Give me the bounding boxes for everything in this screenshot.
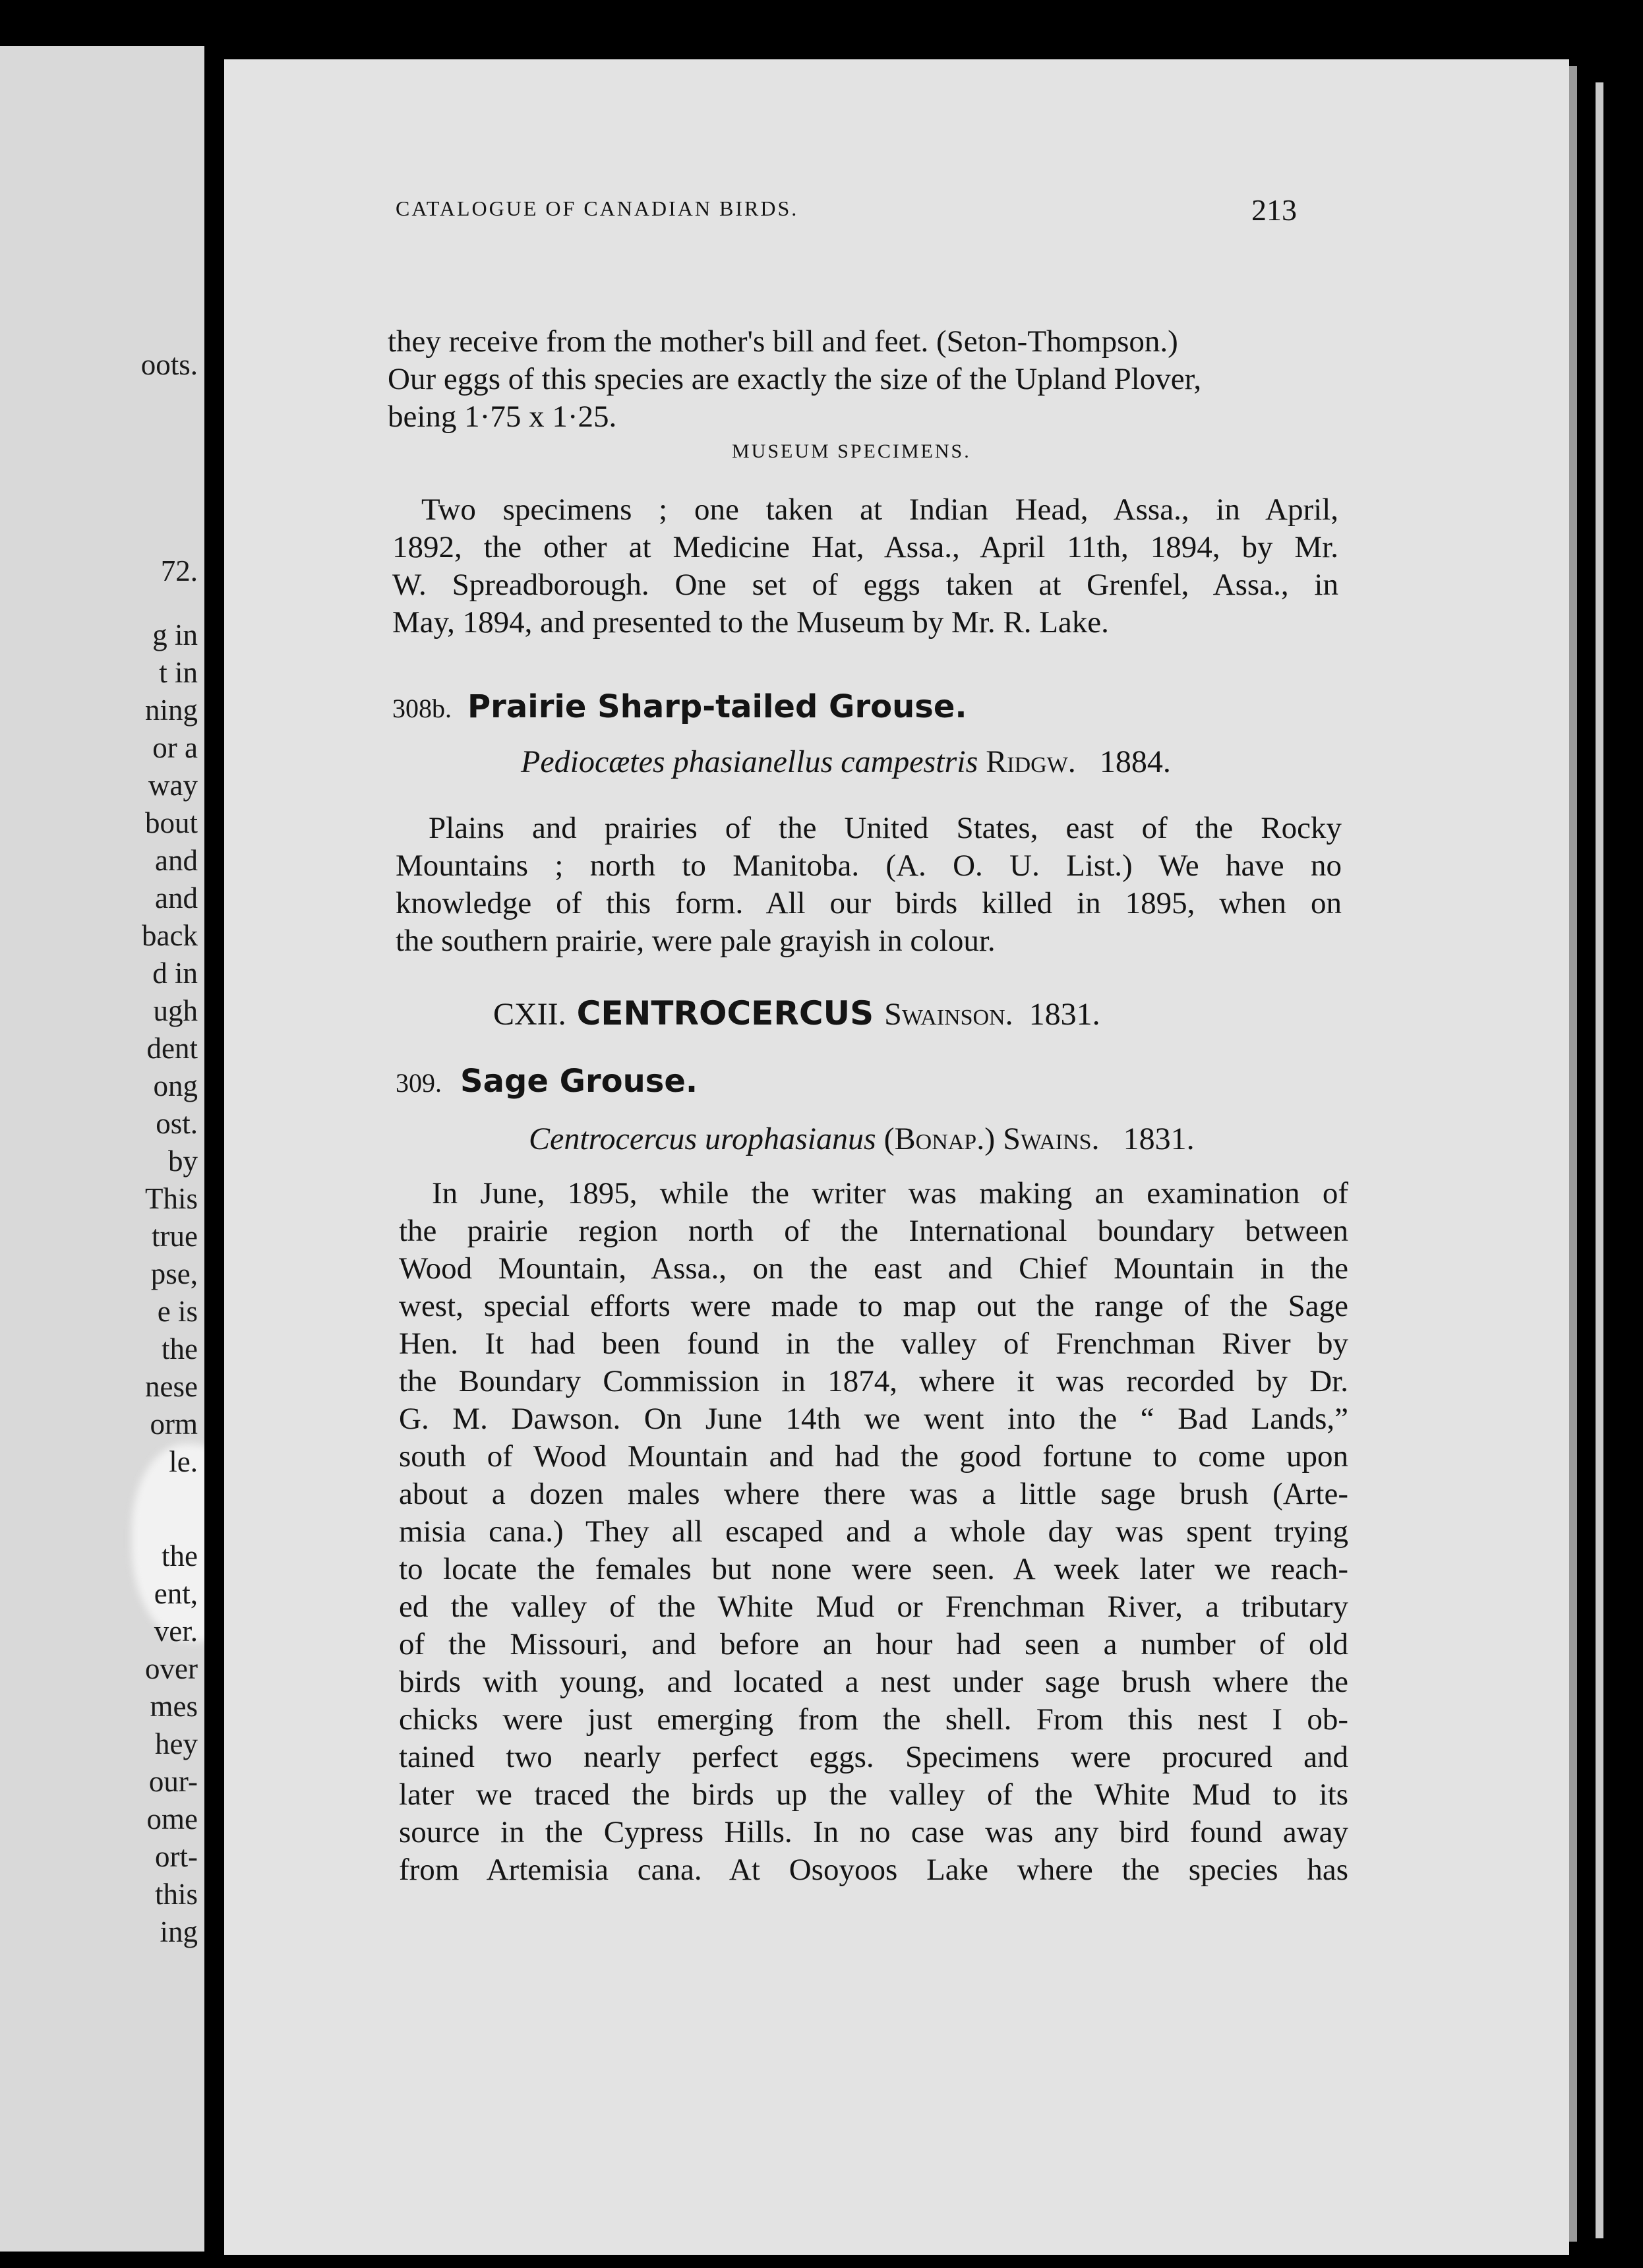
- text-line: Our eggs of this species are exactly the size of the Upland Plover,: [388, 362, 1202, 396]
- left-fragment: way: [148, 769, 198, 802]
- text-line: May, 1894, and presented to the Museum by Mr. R. Lake.: [392, 605, 1109, 640]
- text-line: birds with young, and located a nest under sage brush where the: [399, 1665, 1348, 1699]
- year: 1831.: [1123, 1121, 1195, 1156]
- text-line: source in the Cypress Hills. In no case was any bird found away: [399, 1815, 1348, 1849]
- text-line: south of Wood Mountain and had the good fortune to come upon: [399, 1439, 1348, 1474]
- text-line: G. M. Dawson. On June 14th we went into the “ Bad Lands,”: [399, 1402, 1348, 1436]
- text-line: west, special efforts were made to map out the range of the Sage: [399, 1289, 1348, 1323]
- species-heading: [396, 1063, 698, 1100]
- left-fragment: orm: [150, 1408, 198, 1441]
- scientific-name-line: [521, 744, 1171, 780]
- page-edge: [1596, 82, 1603, 2238]
- text-line: Plains and prairies of the United States, east of the Rocky: [429, 811, 1342, 845]
- section-heading: MUSEUM SPECIMENS.: [732, 440, 971, 462]
- left-fragment: ome: [146, 1803, 198, 1835]
- text-line: the southern prairie, were pale grayish in colour.: [396, 924, 996, 958]
- left-fragment: ong: [153, 1069, 198, 1102]
- species-number: 309.: [396, 1068, 442, 1098]
- left-fragment: dent: [146, 1032, 198, 1065]
- text-line: being 1·75 x 1·25.: [388, 400, 617, 434]
- running-header: CATALOGUE OF CANADIAN BIRDS.: [396, 196, 799, 220]
- text-line: later we traced the birds up the valley of the White Mud to its: [399, 1777, 1348, 1812]
- left-fragment: t in: [159, 656, 198, 689]
- left-fragment: by: [168, 1145, 198, 1178]
- authority: (Bonap.) Swains.: [883, 1121, 1100, 1156]
- left-fragment: pse,: [150, 1257, 198, 1290]
- species-number: 308b.: [392, 694, 452, 723]
- genus-year: 1831.: [1029, 997, 1100, 1032]
- left-fragment: ort-: [155, 1840, 198, 1873]
- left-fragment: ver.: [154, 1615, 198, 1648]
- left-fragment: ugh: [153, 994, 198, 1027]
- left-fragment: 72.: [160, 554, 198, 587]
- left-fragment: the: [162, 1539, 198, 1572]
- text-line: misia cana.) They all escaped and a whole day was spent trying: [399, 1514, 1348, 1549]
- left-fragment: mes: [150, 1690, 198, 1723]
- left-fragment: oots.: [140, 348, 198, 381]
- text-line: tained two nearly perfect eggs. Specimens were procured and: [399, 1740, 1348, 1774]
- text-line: ed the valley of the White Mud or Frenchman River, a tributary: [399, 1590, 1348, 1624]
- left-fragment: true: [152, 1220, 198, 1253]
- text-line: Hen. It had been found in the valley of Frenchman River by: [399, 1327, 1348, 1361]
- scientific-name: Centrocercus urophasianus: [529, 1121, 876, 1156]
- left-facing-page: [0, 46, 204, 2252]
- text-line: the Boundary Commission in 1874, where it was recorded by Dr.: [399, 1364, 1348, 1398]
- text-line: from Artemisia cana. At Osoyoos Lake where the species has: [399, 1853, 1348, 1887]
- paragraph-range: [396, 810, 1342, 960]
- page-number: 213: [1251, 193, 1297, 227]
- text-line: knowledge of this form. All our birds killed in 1895, when on: [396, 886, 1342, 920]
- left-fragment: bout: [144, 806, 198, 839]
- left-fragment: over: [145, 1652, 198, 1685]
- authority: Ridgw.: [986, 744, 1076, 779]
- text-line: W. Spreadborough. One set of eggs taken at Grenfel, Assa., in: [392, 568, 1338, 602]
- species-heading: [392, 687, 967, 725]
- left-fragment: nese: [145, 1370, 198, 1403]
- text-line: to locate the females but none were seen. A week later we reach-: [399, 1552, 1348, 1586]
- left-fragment: e is: [157, 1295, 198, 1328]
- paragraph-sage-grouse: [399, 1175, 1348, 1889]
- left-fragment: ost.: [156, 1107, 198, 1140]
- genus-name: CENTROCERCUS: [576, 994, 874, 1032]
- text-line: Wood Mountain, Assa., on the east and Chief Mountain in the: [399, 1251, 1348, 1286]
- left-fragment: and: [155, 844, 198, 877]
- text-line: the prairie region north of the International boundary between: [399, 1214, 1348, 1248]
- species-name: Prairie Sharp-tailed Grouse.: [467, 688, 967, 725]
- text-line: Two specimens ; one taken at Indian Head, Assa., in April,: [421, 492, 1338, 527]
- text-line: about a dozen males where there was a little sage brush (Arte-: [399, 1477, 1348, 1511]
- left-fragment: hey: [155, 1727, 198, 1760]
- genus-authority: Swainson.: [884, 997, 1013, 1032]
- year: 1884.: [1099, 744, 1171, 779]
- left-fragment: d in: [152, 957, 198, 990]
- left-fragment: ning: [144, 694, 198, 727]
- left-fragment: and: [155, 881, 198, 914]
- genus-numeral: CXII.: [493, 997, 566, 1032]
- text-line: In June, 1895, while the writer was making an examination of: [432, 1176, 1348, 1210]
- left-fragment: This: [144, 1182, 198, 1215]
- left-fragment: our-: [148, 1765, 198, 1798]
- paragraph-museum-specimens: [392, 491, 1338, 642]
- text-line: of the Missouri, and before an hour had seen a number of old: [399, 1627, 1348, 1661]
- scientific-name: Pediocætes phasianellus campestris: [521, 744, 978, 779]
- left-fragment: the: [162, 1332, 198, 1365]
- text-line: they receive from the mother's bill and feet. (Seton-Thompson.): [388, 324, 1178, 359]
- left-fragment: back: [142, 919, 198, 952]
- scientific-name-line: [529, 1121, 1195, 1157]
- left-fragment: g in: [152, 618, 198, 651]
- paragraph-continued: [388, 323, 1337, 436]
- text-line: Mountains ; north to Manitoba. (A. O. U. List.) We have no: [396, 849, 1342, 883]
- text-line: chicks were just emerging from the shell. From this nest I ob-: [399, 1702, 1348, 1737]
- left-fragment: le.: [169, 1445, 198, 1478]
- page-edge: [1569, 66, 1577, 2242]
- left-fragment: or a: [152, 731, 198, 764]
- left-fragment: ing: [160, 1915, 198, 1948]
- text-line: 1892, the other at Medicine Hat, Assa., April 11th, 1894, by Mr.: [392, 530, 1338, 564]
- left-fragment: this: [154, 1878, 198, 1911]
- genus-heading: [493, 994, 1100, 1032]
- left-fragment: ent,: [154, 1577, 198, 1610]
- species-name: Sage Grouse.: [460, 1063, 698, 1100]
